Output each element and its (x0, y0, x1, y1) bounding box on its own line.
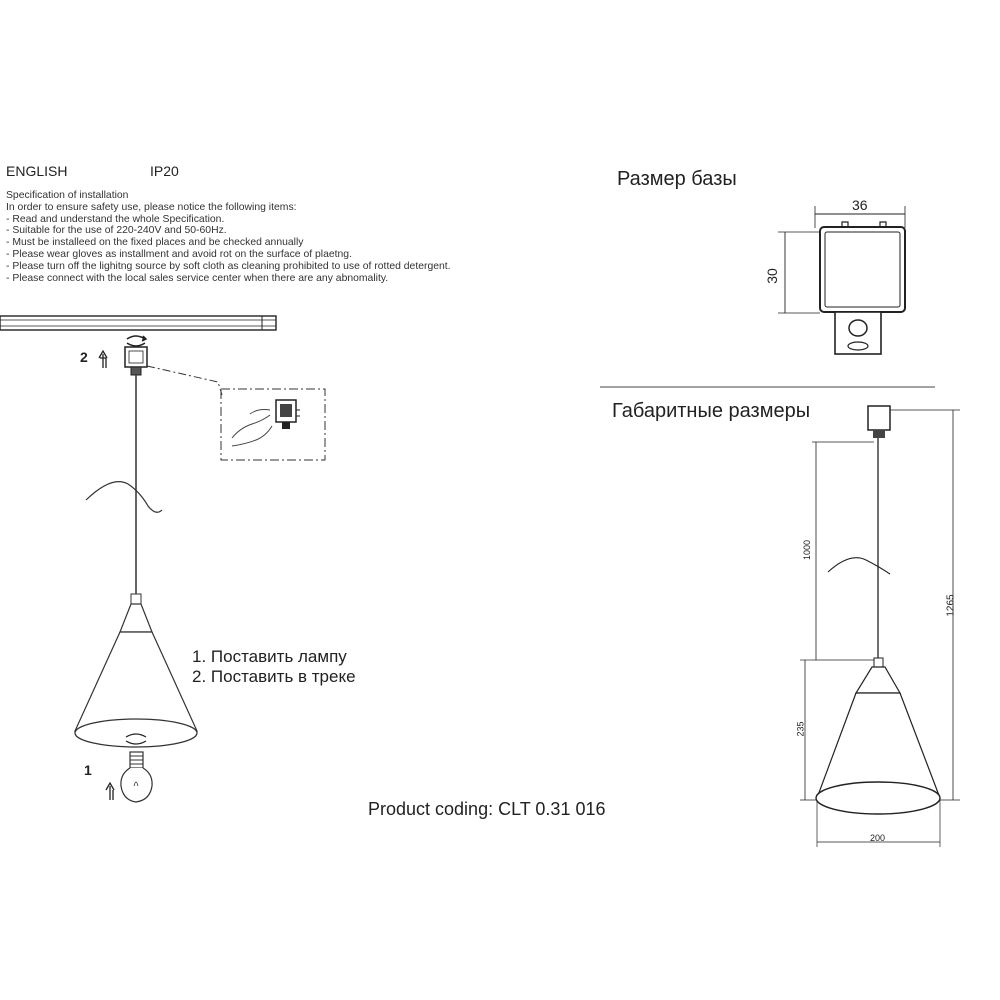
light-bulb-icon (121, 752, 152, 802)
spec-line: - Please wear gloves as installment and avoid rot on the surface of plaetng. (6, 248, 352, 260)
cable-length-label: 1000 (802, 539, 813, 561)
base-dimension-drawing (778, 206, 905, 354)
base-height-label: 30 (763, 268, 780, 284)
track-rail (0, 316, 276, 330)
spec-line: - Read and understand the whole Specification. (6, 213, 225, 225)
product-coding: Product coding: CLT 0.31 016 (368, 799, 606, 819)
spec-line: - Please turn off the lighitng source by soft cloth as cleaning prohibited to use of rotted detergent. (6, 260, 451, 272)
cable-break-icon (86, 482, 162, 513)
track-adapter (125, 347, 147, 375)
spec-line: In order to ensure safety use, please notice the following items: (6, 201, 297, 213)
ip-rating: IP20 (150, 163, 179, 179)
step-1-instruction: 1. Поставить лампу (192, 647, 347, 666)
base-size-title: Размер базы (617, 168, 737, 190)
spec-line: - Please connect with the local sales service center when there are any abnomality. (6, 272, 389, 284)
up-arrow-icon (106, 783, 114, 800)
detail-leader (147, 366, 222, 395)
shade-width-label: 200 (870, 833, 886, 843)
spec-line: - Suitable for the use of 220-240V and 50-60Hz. (6, 225, 227, 237)
language-label: ENGLISH (6, 163, 68, 179)
spec-line: - Must be installeed on the fixed places and be checked annually (6, 237, 304, 249)
spec-line: Specification of installation (6, 190, 129, 201)
base-width-label: 36 (852, 197, 868, 213)
step-1-number: 1 (84, 762, 92, 778)
step-2-instruction: 2. Поставить в треке (192, 667, 356, 686)
total-height-label: 1265 (945, 594, 957, 617)
up-arrow-icon (99, 351, 107, 368)
overall-dimension-drawing (800, 406, 960, 847)
rotate-arrow-icon (127, 336, 146, 346)
step-2-number: 2 (80, 349, 88, 365)
shade-height-label: 235 (795, 721, 806, 737)
overall-dimensions-title: Габаритные размеры (612, 400, 811, 422)
cone-shade (75, 594, 197, 747)
detail-box (221, 389, 325, 460)
